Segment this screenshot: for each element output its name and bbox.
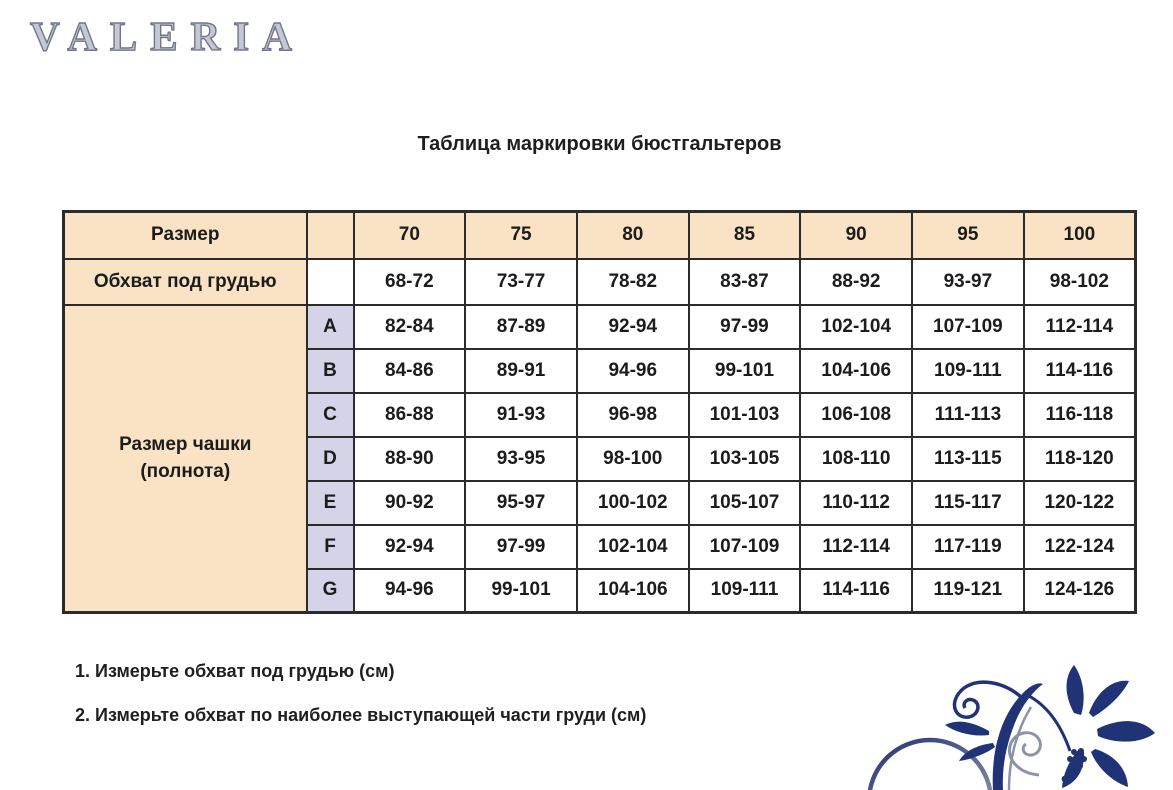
table-row-cup-a (64, 305, 1136, 349)
range-cell: 84-86 (354, 349, 466, 393)
range-cell: 108-110 (800, 437, 912, 481)
corner-cell (307, 212, 354, 259)
range-cell: 96-98 (577, 393, 689, 437)
cup-letter-cell: B (307, 349, 354, 393)
range-cell: 92-94 (577, 305, 689, 349)
underbust-cell: 78-82 (577, 259, 689, 305)
cup-letter-cell: F (307, 525, 354, 569)
size-header-cell: 95 (912, 212, 1024, 259)
range-cell: 109-111 (912, 349, 1024, 393)
cup-size-label-line1: Размер чашки (119, 434, 252, 456)
table-row-sizes (64, 212, 1136, 259)
range-cell: 115-117 (912, 481, 1024, 525)
range-cell: 91-93 (465, 393, 577, 437)
range-cell: 87-89 (465, 305, 577, 349)
range-cell: 116-118 (1024, 393, 1136, 437)
corner-cell (307, 259, 354, 305)
size-row-label: Размер (64, 212, 307, 259)
table-row-underbust (64, 259, 1136, 305)
range-cell: 97-99 (689, 305, 801, 349)
measure-instructions (75, 658, 646, 746)
range-cell: 104-106 (800, 349, 912, 393)
size-header-cell: 80 (577, 212, 689, 259)
range-cell: 110-112 (800, 481, 912, 525)
range-cell: 94-96 (577, 349, 689, 393)
range-cell: 90-92 (354, 481, 466, 525)
range-cell: 98-100 (577, 437, 689, 481)
range-cell: 102-104 (800, 305, 912, 349)
cup-letter-cell: G (307, 569, 354, 613)
range-cell: 117-119 (912, 525, 1024, 569)
underbust-cell: 93-97 (912, 259, 1024, 305)
underbust-row-label: Обхват под грудью (64, 259, 307, 305)
cup-letter-cell: E (307, 481, 354, 525)
range-cell: 107-109 (689, 525, 801, 569)
range-cell: 99-101 (689, 349, 801, 393)
range-cell: 124-126 (1024, 569, 1136, 613)
size-header-cell: 75 (465, 212, 577, 259)
range-cell: 112-114 (800, 525, 912, 569)
range-cell: 101-103 (689, 393, 801, 437)
range-cell: 109-111 (689, 569, 801, 613)
range-cell: 104-106 (577, 569, 689, 613)
range-cell: 97-99 (465, 525, 577, 569)
range-cell: 103-105 (689, 437, 801, 481)
range-cell: 99-101 (465, 569, 577, 613)
range-cell: 120-122 (1024, 481, 1136, 525)
size-header-cell: 85 (689, 212, 801, 259)
underbust-cell: 88-92 (800, 259, 912, 305)
range-cell: 95-97 (465, 481, 577, 525)
range-cell: 94-96 (354, 569, 466, 613)
size-header-cell: 100 (1024, 212, 1136, 259)
underbust-cell: 83-87 (689, 259, 801, 305)
range-cell: 113-115 (912, 437, 1024, 481)
instruction-step-1: 1. Измерьте обхват под грудью (см) (75, 661, 395, 681)
underbust-cell: 68-72 (354, 259, 466, 305)
cup-size-label (64, 305, 307, 613)
range-cell: 105-107 (689, 481, 801, 525)
range-cell: 122-124 (1024, 525, 1136, 569)
page-title: Таблица маркировки бюстгальтеров (417, 133, 782, 155)
range-cell: 119-121 (912, 569, 1024, 613)
range-cell: 82-84 (354, 305, 466, 349)
range-cell: 100-102 (577, 481, 689, 525)
cup-letter-cell: C (307, 393, 354, 437)
range-cell: 107-109 (912, 305, 1024, 349)
range-cell: 114-116 (800, 569, 912, 613)
flourish-ornament-icon (843, 655, 1173, 790)
range-cell: 111-113 (912, 393, 1024, 437)
size-header-cell: 70 (354, 212, 466, 259)
range-cell: 106-108 (800, 393, 912, 437)
range-cell: 92-94 (354, 525, 466, 569)
range-cell: 89-91 (465, 349, 577, 393)
range-cell: 118-120 (1024, 437, 1136, 481)
range-cell: 112-114 (1024, 305, 1136, 349)
range-cell: 86-88 (354, 393, 466, 437)
range-cell: 93-95 (465, 437, 577, 481)
range-cell: 88-90 (354, 437, 466, 481)
cup-size-label-line2: (полнота) (140, 461, 231, 483)
cup-letter-cell: A (307, 305, 354, 349)
underbust-cell: 73-77 (465, 259, 577, 305)
bra-size-table (62, 210, 1137, 614)
cup-letter-cell: D (307, 437, 354, 481)
instruction-step-2: 2. Измерьте обхват по наиболее выступающей части груди (см) (75, 705, 647, 725)
range-cell: 114-116 (1024, 349, 1136, 393)
underbust-cell: 98-102 (1024, 259, 1136, 305)
range-cell: 102-104 (577, 525, 689, 569)
size-header-cell: 90 (800, 212, 912, 259)
brand-logo: VALERIA (30, 13, 305, 59)
